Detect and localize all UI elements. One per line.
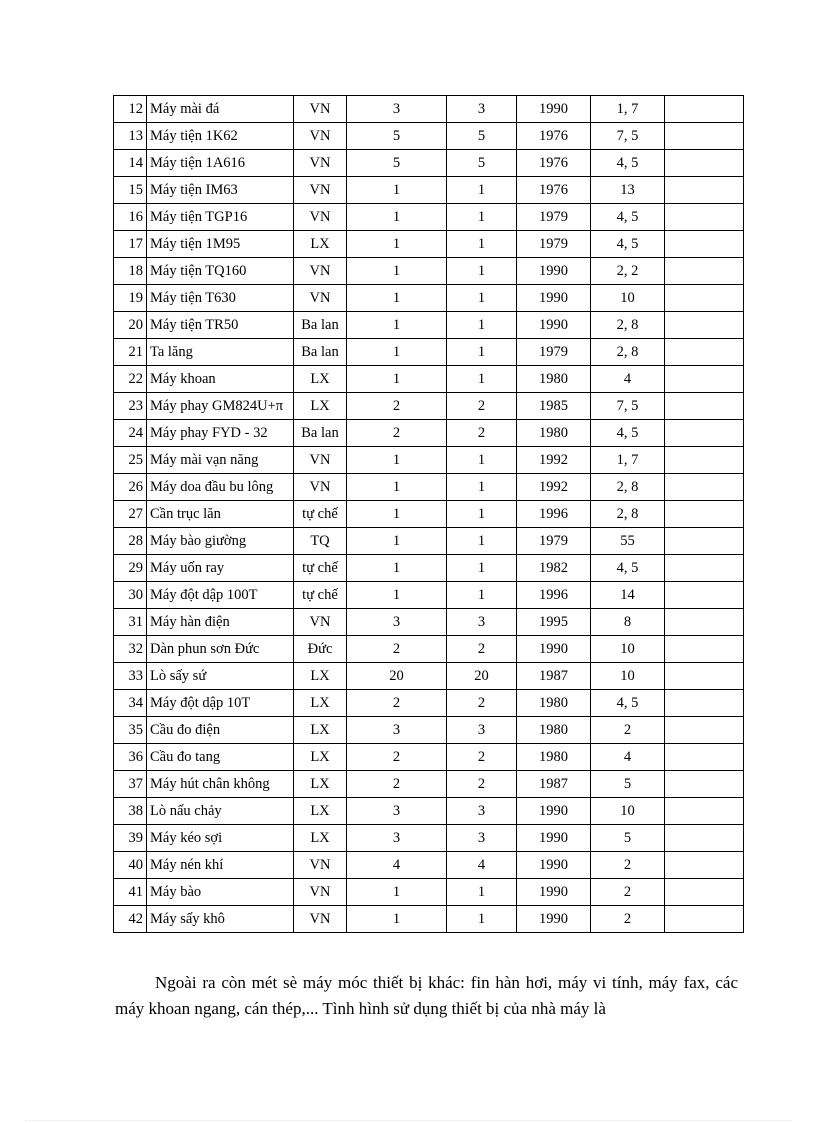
row-number: 20 — [114, 312, 147, 339]
equipment-name: Máy uốn ray — [147, 555, 294, 582]
equipment-name: Máy bào — [147, 879, 294, 906]
value-cell: 4, 5 — [591, 150, 665, 177]
equipment-name: Máy tiện TGP16 — [147, 204, 294, 231]
equipment-name: Máy hàn điện — [147, 609, 294, 636]
note-cell — [665, 555, 744, 582]
table-row — [114, 339, 744, 366]
year-in-use: 1990 — [517, 258, 591, 285]
quantity-in-use: 2 — [447, 771, 517, 798]
quantity-total: 1 — [347, 582, 447, 609]
row-number: 27 — [114, 501, 147, 528]
equipment-table-body — [114, 96, 744, 933]
equipment-name: Máy sấy khô — [147, 906, 294, 933]
value-cell: 4, 5 — [591, 690, 665, 717]
quantity-total: 1 — [347, 447, 447, 474]
year-in-use: 1976 — [517, 177, 591, 204]
note-cell — [665, 744, 744, 771]
equipment-name: Dàn phun sơn Đức — [147, 636, 294, 663]
origin-country: LX — [294, 771, 347, 798]
note-cell — [665, 447, 744, 474]
quantity-total: 1 — [347, 204, 447, 231]
quantity-total: 1 — [347, 474, 447, 501]
note-cell — [665, 852, 744, 879]
quantity-total: 2 — [347, 744, 447, 771]
quantity-in-use: 3 — [447, 96, 517, 123]
quantity-total: 1 — [347, 339, 447, 366]
origin-country: VN — [294, 150, 347, 177]
value-cell: 2, 8 — [591, 501, 665, 528]
quantity-in-use: 2 — [447, 690, 517, 717]
equipment-name: Máy tiện TR50 — [147, 312, 294, 339]
row-number: 12 — [114, 96, 147, 123]
note-cell — [665, 177, 744, 204]
note-cell — [665, 771, 744, 798]
origin-country: tự chế — [294, 582, 347, 609]
quantity-total: 4 — [347, 852, 447, 879]
note-cell — [665, 690, 744, 717]
note-cell — [665, 798, 744, 825]
origin-country: VN — [294, 447, 347, 474]
equipment-name: Máy đột dập 100T — [147, 582, 294, 609]
quantity-in-use: 1 — [447, 285, 517, 312]
row-number: 34 — [114, 690, 147, 717]
value-cell: 4 — [591, 744, 665, 771]
row-number: 23 — [114, 393, 147, 420]
quantity-in-use: 1 — [447, 906, 517, 933]
value-cell: 10 — [591, 798, 665, 825]
row-number: 42 — [114, 906, 147, 933]
table-row — [114, 258, 744, 285]
origin-country: LX — [294, 717, 347, 744]
row-number: 17 — [114, 231, 147, 258]
row-number: 19 — [114, 285, 147, 312]
equipment-name: Máy tiện TQ160 — [147, 258, 294, 285]
note-cell — [665, 825, 744, 852]
origin-country: LX — [294, 393, 347, 420]
note-cell — [665, 474, 744, 501]
row-number: 21 — [114, 339, 147, 366]
equipment-name: Máy tiện IM63 — [147, 177, 294, 204]
quantity-total: 2 — [347, 636, 447, 663]
equipment-name: Máy bào giường — [147, 528, 294, 555]
quantity-in-use: 2 — [447, 420, 517, 447]
row-number: 31 — [114, 609, 147, 636]
equipment-name: Lò nấu chảy — [147, 798, 294, 825]
row-number: 40 — [114, 852, 147, 879]
note-cell — [665, 879, 744, 906]
origin-country: tự chế — [294, 501, 347, 528]
row-number: 13 — [114, 123, 147, 150]
value-cell: 7, 5 — [591, 123, 665, 150]
origin-country: VN — [294, 258, 347, 285]
value-cell: 5 — [591, 825, 665, 852]
value-cell: 4, 5 — [591, 231, 665, 258]
origin-country: VN — [294, 879, 347, 906]
table-row — [114, 447, 744, 474]
row-number: 16 — [114, 204, 147, 231]
origin-country: VN — [294, 96, 347, 123]
year-in-use: 1976 — [517, 123, 591, 150]
row-number: 24 — [114, 420, 147, 447]
value-cell: 2 — [591, 852, 665, 879]
quantity-in-use: 4 — [447, 852, 517, 879]
row-number: 26 — [114, 474, 147, 501]
note-cell — [665, 528, 744, 555]
quantity-in-use: 2 — [447, 636, 517, 663]
origin-country: VN — [294, 906, 347, 933]
origin-country: VN — [294, 852, 347, 879]
table-row — [114, 609, 744, 636]
quantity-in-use: 1 — [447, 204, 517, 231]
year-in-use: 1980 — [517, 717, 591, 744]
value-cell: 7, 5 — [591, 393, 665, 420]
table-row — [114, 663, 744, 690]
equipment-table — [113, 95, 744, 933]
origin-country: VN — [294, 474, 347, 501]
year-in-use: 1990 — [517, 798, 591, 825]
note-cell — [665, 96, 744, 123]
origin-country: TQ — [294, 528, 347, 555]
value-cell: 2, 8 — [591, 339, 665, 366]
table-row — [114, 420, 744, 447]
origin-country: tự chế — [294, 555, 347, 582]
table-row — [114, 582, 744, 609]
year-in-use: 1976 — [517, 150, 591, 177]
origin-country: LX — [294, 663, 347, 690]
year-in-use: 1996 — [517, 582, 591, 609]
year-in-use: 1990 — [517, 825, 591, 852]
quantity-in-use: 1 — [447, 447, 517, 474]
table-row — [114, 744, 744, 771]
note-cell — [665, 204, 744, 231]
table-row — [114, 528, 744, 555]
origin-country: Ba lan — [294, 339, 347, 366]
row-number: 33 — [114, 663, 147, 690]
value-cell: 13 — [591, 177, 665, 204]
year-in-use: 1979 — [517, 528, 591, 555]
origin-country: VN — [294, 285, 347, 312]
table-row — [114, 717, 744, 744]
quantity-total: 3 — [347, 798, 447, 825]
quantity-in-use: 1 — [447, 474, 517, 501]
note-cell — [665, 636, 744, 663]
note-cell — [665, 366, 744, 393]
year-in-use: 1979 — [517, 339, 591, 366]
note-cell — [665, 339, 744, 366]
origin-country: Ba lan — [294, 420, 347, 447]
value-cell: 2 — [591, 717, 665, 744]
origin-country: LX — [294, 744, 347, 771]
row-number: 29 — [114, 555, 147, 582]
origin-country: Đức — [294, 636, 347, 663]
origin-country: LX — [294, 366, 347, 393]
quantity-total: 1 — [347, 231, 447, 258]
note-cell — [665, 609, 744, 636]
quantity-in-use: 1 — [447, 231, 517, 258]
row-number: 18 — [114, 258, 147, 285]
quantity-in-use: 20 — [447, 663, 517, 690]
row-number: 28 — [114, 528, 147, 555]
equipment-name: Máy mài đá — [147, 96, 294, 123]
quantity-total: 1 — [347, 312, 447, 339]
equipment-name: Máy đột dập 10T — [147, 690, 294, 717]
equipment-name: Máy tiện 1M95 — [147, 231, 294, 258]
row-number: 39 — [114, 825, 147, 852]
row-number: 15 — [114, 177, 147, 204]
row-number: 14 — [114, 150, 147, 177]
note-cell — [665, 906, 744, 933]
table-row — [114, 312, 744, 339]
note-cell — [665, 420, 744, 447]
table-row — [114, 123, 744, 150]
year-in-use: 1987 — [517, 771, 591, 798]
table-row — [114, 636, 744, 663]
value-cell: 4, 5 — [591, 420, 665, 447]
row-number: 30 — [114, 582, 147, 609]
quantity-total: 20 — [347, 663, 447, 690]
note-cell — [665, 501, 744, 528]
quantity-in-use: 1 — [447, 555, 517, 582]
quantity-total: 1 — [347, 177, 447, 204]
table-row — [114, 825, 744, 852]
origin-country: LX — [294, 798, 347, 825]
table-row — [114, 879, 744, 906]
note-cell — [665, 258, 744, 285]
year-in-use: 1980 — [517, 420, 591, 447]
note-cell — [665, 312, 744, 339]
table-row — [114, 798, 744, 825]
quantity-in-use: 5 — [447, 150, 517, 177]
value-cell: 8 — [591, 609, 665, 636]
row-number: 36 — [114, 744, 147, 771]
row-number: 32 — [114, 636, 147, 663]
value-cell: 1, 7 — [591, 96, 665, 123]
value-cell: 1, 7 — [591, 447, 665, 474]
note-cell — [665, 123, 744, 150]
note-cell — [665, 393, 744, 420]
origin-country: Ba lan — [294, 312, 347, 339]
equipment-name: Máy hút chân không — [147, 771, 294, 798]
quantity-total: 2 — [347, 393, 447, 420]
origin-country: LX — [294, 825, 347, 852]
equipment-name: Lò sấy sứ — [147, 663, 294, 690]
quantity-total: 1 — [347, 501, 447, 528]
value-cell: 2, 2 — [591, 258, 665, 285]
note-cell — [665, 285, 744, 312]
year-in-use: 1980 — [517, 366, 591, 393]
year-in-use: 1990 — [517, 285, 591, 312]
equipment-name: Máy tiện T630 — [147, 285, 294, 312]
year-in-use: 1992 — [517, 447, 591, 474]
year-in-use: 1979 — [517, 204, 591, 231]
equipment-name: Máy doa đầu bu lông — [147, 474, 294, 501]
table-row — [114, 150, 744, 177]
value-cell: 2, 8 — [591, 312, 665, 339]
equipment-name: Cầu đo tang — [147, 744, 294, 771]
quantity-total: 5 — [347, 123, 447, 150]
quantity-in-use: 1 — [447, 258, 517, 285]
year-in-use: 1979 — [517, 231, 591, 258]
table-row — [114, 285, 744, 312]
year-in-use: 1995 — [517, 609, 591, 636]
quantity-in-use: 3 — [447, 609, 517, 636]
quantity-total: 3 — [347, 96, 447, 123]
body-paragraph — [115, 970, 738, 1022]
table-row — [114, 231, 744, 258]
origin-country: VN — [294, 177, 347, 204]
row-number: 35 — [114, 717, 147, 744]
note-cell — [665, 582, 744, 609]
value-cell: 2, 8 — [591, 474, 665, 501]
table-row — [114, 393, 744, 420]
row-number: 37 — [114, 771, 147, 798]
value-cell: 14 — [591, 582, 665, 609]
table-row — [114, 474, 744, 501]
quantity-in-use: 2 — [447, 393, 517, 420]
value-cell: 5 — [591, 771, 665, 798]
equipment-name: Ta lăng — [147, 339, 294, 366]
quantity-in-use: 1 — [447, 366, 517, 393]
year-in-use: 1980 — [517, 690, 591, 717]
origin-country: LX — [294, 231, 347, 258]
value-cell: 2 — [591, 879, 665, 906]
origin-country: VN — [294, 609, 347, 636]
quantity-in-use: 3 — [447, 825, 517, 852]
equipment-name: Máy phay GM824U+π — [147, 393, 294, 420]
year-in-use: 1990 — [517, 879, 591, 906]
year-in-use: 1990 — [517, 96, 591, 123]
quantity-total: 1 — [347, 906, 447, 933]
quantity-in-use: 1 — [447, 312, 517, 339]
year-in-use: 1990 — [517, 852, 591, 879]
equipment-name: Máy khoan — [147, 366, 294, 393]
quantity-in-use: 1 — [447, 528, 517, 555]
quantity-total: 1 — [347, 258, 447, 285]
page-bottom-rule — [25, 1120, 791, 1121]
quantity-total: 1 — [347, 366, 447, 393]
note-cell — [665, 717, 744, 744]
table-row — [114, 96, 744, 123]
quantity-in-use: 1 — [447, 339, 517, 366]
quantity-in-use: 1 — [447, 582, 517, 609]
value-cell: 2 — [591, 906, 665, 933]
year-in-use: 1980 — [517, 744, 591, 771]
quantity-in-use: 1 — [447, 879, 517, 906]
value-cell: 4, 5 — [591, 204, 665, 231]
value-cell: 10 — [591, 663, 665, 690]
table-row — [114, 501, 744, 528]
equipment-name: Cần trục lăn — [147, 501, 294, 528]
equipment-name: Máy mài vạn năng — [147, 447, 294, 474]
year-in-use: 1990 — [517, 312, 591, 339]
year-in-use: 1985 — [517, 393, 591, 420]
table-row — [114, 366, 744, 393]
quantity-in-use: 2 — [447, 744, 517, 771]
quantity-total: 2 — [347, 420, 447, 447]
note-cell — [665, 231, 744, 258]
table-row — [114, 555, 744, 582]
quantity-total: 1 — [347, 285, 447, 312]
origin-country: VN — [294, 204, 347, 231]
value-cell: 10 — [591, 636, 665, 663]
quantity-total: 2 — [347, 690, 447, 717]
paragraph-text: Ngoài ra còn mét sè máy móc thiết bị khác: fin hàn hơi, máy vi tính, máy fax, các máy khoan ngang, cán thép,... Tình hình sử dụng thiết bị của nhà máy là — [115, 973, 738, 1018]
year-in-use: 1992 — [517, 474, 591, 501]
equipment-name: Máy tiện 1A616 — [147, 150, 294, 177]
equipment-name: Máy tiện 1K62 — [147, 123, 294, 150]
quantity-total: 2 — [347, 771, 447, 798]
row-number: 22 — [114, 366, 147, 393]
quantity-total: 5 — [347, 150, 447, 177]
note-cell — [665, 663, 744, 690]
quantity-in-use: 3 — [447, 717, 517, 744]
year-in-use: 1990 — [517, 636, 591, 663]
equipment-name: Máy nén khí — [147, 852, 294, 879]
value-cell: 4 — [591, 366, 665, 393]
year-in-use: 1996 — [517, 501, 591, 528]
row-number: 38 — [114, 798, 147, 825]
table-row — [114, 204, 744, 231]
quantity-total: 1 — [347, 555, 447, 582]
table-row — [114, 906, 744, 933]
equipment-name: Máy phay FYD - 32 — [147, 420, 294, 447]
quantity-total: 3 — [347, 609, 447, 636]
year-in-use: 1987 — [517, 663, 591, 690]
table-row — [114, 690, 744, 717]
row-number: 41 — [114, 879, 147, 906]
table-row — [114, 852, 744, 879]
quantity-in-use: 1 — [447, 177, 517, 204]
quantity-total: 1 — [347, 879, 447, 906]
table-row — [114, 177, 744, 204]
origin-country: VN — [294, 123, 347, 150]
quantity-in-use: 1 — [447, 501, 517, 528]
origin-country: LX — [294, 690, 347, 717]
equipment-name: Máy kéo sợi — [147, 825, 294, 852]
equipment-name: Cầu đo điện — [147, 717, 294, 744]
value-cell: 10 — [591, 285, 665, 312]
quantity-total: 1 — [347, 528, 447, 555]
row-number: 25 — [114, 447, 147, 474]
quantity-total: 3 — [347, 825, 447, 852]
quantity-in-use: 3 — [447, 798, 517, 825]
year-in-use: 1982 — [517, 555, 591, 582]
quantity-in-use: 5 — [447, 123, 517, 150]
year-in-use: 1990 — [517, 906, 591, 933]
table-row — [114, 771, 744, 798]
value-cell: 4, 5 — [591, 555, 665, 582]
note-cell — [665, 150, 744, 177]
value-cell: 55 — [591, 528, 665, 555]
quantity-total: 3 — [347, 717, 447, 744]
